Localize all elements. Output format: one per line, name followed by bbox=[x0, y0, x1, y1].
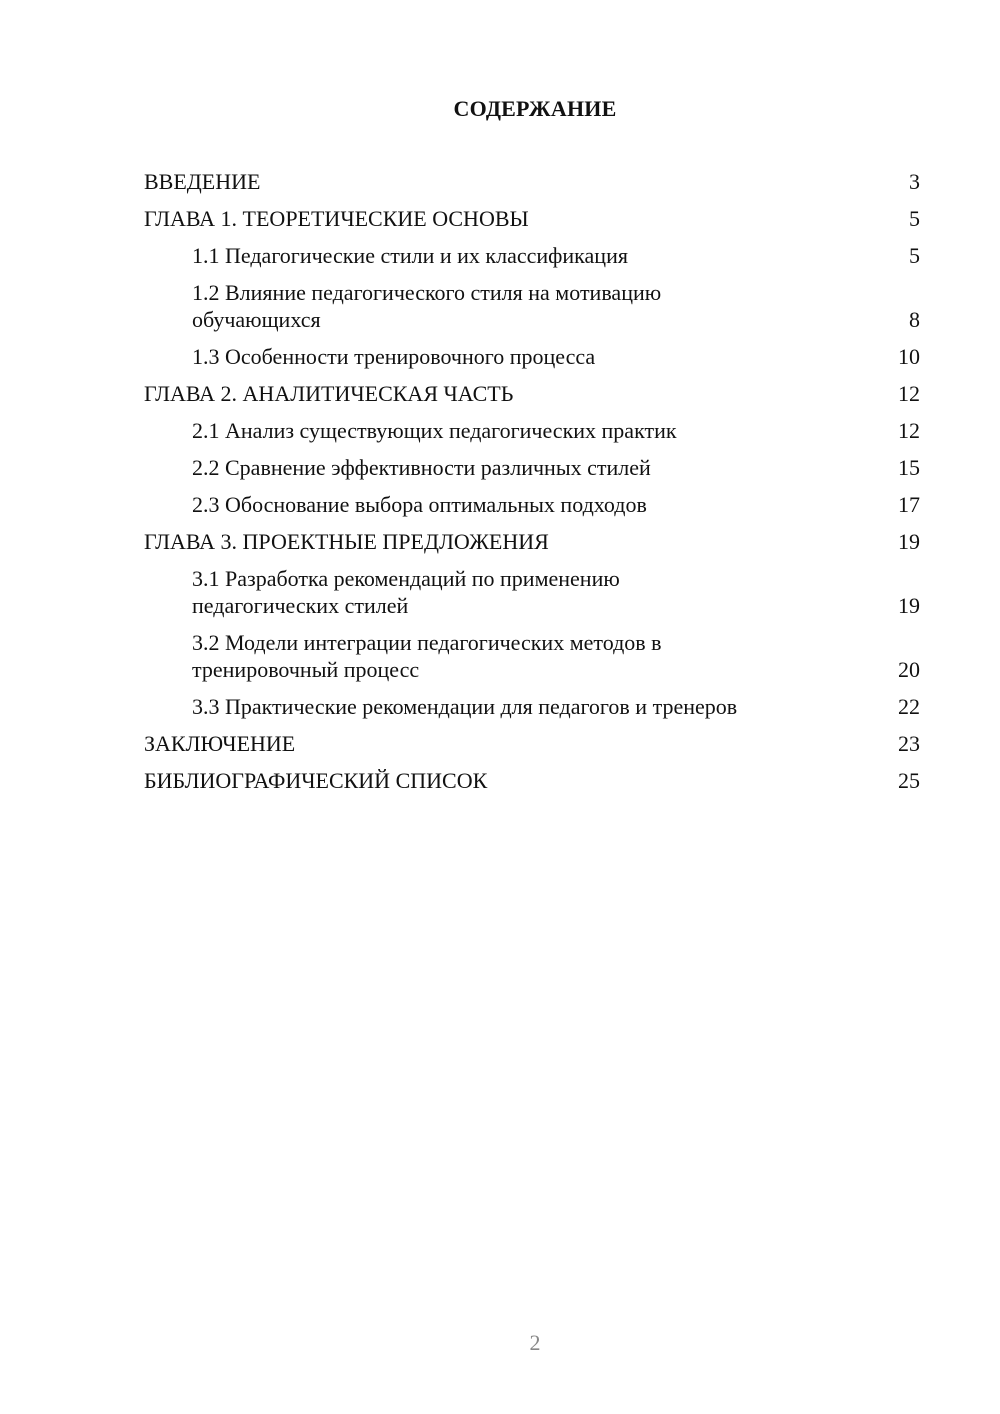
toc-entry-label: ГЛАВА 2. АНАЛИТИЧЕСКАЯ ЧАСТЬ bbox=[144, 381, 514, 406]
toc-entry-conclusion[interactable] bbox=[144, 730, 920, 757]
toc-entry-section-1-2[interactable] bbox=[144, 279, 920, 333]
toc-entry-section-3-2[interactable] bbox=[144, 629, 920, 683]
page-number: 2 bbox=[529, 1330, 541, 1355]
toc-entry-label: 2.1 Анализ существующих педагогических практик bbox=[192, 418, 677, 443]
toc-entry-label: 1.1 Педагогические стили и их классификация bbox=[192, 243, 628, 268]
toc-entry-label: 2.2 Сравнение эффективности различных стилей bbox=[192, 455, 651, 480]
toc-entry-label: ВВЕДЕНИЕ bbox=[144, 169, 261, 194]
toc-entry-page: 25 bbox=[898, 768, 920, 793]
toc-entry-page: 15 bbox=[898, 455, 920, 480]
toc-entry-section-2-1[interactable] bbox=[144, 417, 920, 444]
toc-entry-page: 20 bbox=[898, 657, 920, 682]
toc-entry-page: 5 bbox=[909, 206, 920, 231]
toc-entry-section-2-2[interactable] bbox=[144, 454, 920, 481]
toc-entry-label: ГЛАВА 1. ТЕОРЕТИЧЕСКИЕ ОСНОВЫ bbox=[144, 206, 529, 231]
toc-entry-chapter-2[interactable] bbox=[144, 380, 920, 407]
toc-entry-bibliography[interactable] bbox=[144, 767, 920, 794]
toc-entry-page: 17 bbox=[898, 492, 920, 517]
toc-entry-page: 23 bbox=[898, 731, 920, 756]
toc-title: СОДЕРЖАНИЕ bbox=[453, 96, 617, 121]
toc-entry-page: 3 bbox=[909, 169, 920, 194]
toc-entry-section-1-3[interactable] bbox=[144, 343, 920, 370]
toc-entry-introduction[interactable] bbox=[144, 168, 920, 195]
toc-entry-chapter-1[interactable] bbox=[144, 205, 920, 232]
toc-entry-page: 12 bbox=[898, 381, 920, 406]
toc-entry-label: ЗАКЛЮЧЕНИЕ bbox=[144, 731, 296, 756]
toc-entry-section-3-3[interactable] bbox=[144, 693, 920, 720]
toc-entry-page: 10 bbox=[898, 344, 920, 369]
toc-entry-label: 1.3 Особенности тренировочного процесса bbox=[192, 344, 596, 369]
toc-entry-label: 3.3 Практические рекомендации для педагогов и тренеров bbox=[192, 694, 738, 719]
toc-entry-page: 5 bbox=[909, 243, 920, 268]
toc-entry-section-1-1[interactable] bbox=[144, 242, 920, 269]
table-of-contents bbox=[144, 168, 920, 804]
toc-entry-label: 2.3 Обоснование выбора оптимальных подходов bbox=[192, 492, 647, 517]
toc-entry-section-2-3[interactable] bbox=[144, 491, 920, 518]
toc-entry-section-3-1[interactable] bbox=[144, 565, 920, 619]
toc-entry-page: 19 bbox=[898, 529, 920, 554]
toc-entry-label: 3.2 Модели интеграции педагогических методов в тренировочный процесс bbox=[192, 630, 662, 682]
toc-entry-chapter-3[interactable] bbox=[144, 528, 920, 555]
toc-entry-label: 3.1 Разработка рекомендаций по применению педагогических стилей bbox=[192, 566, 620, 618]
toc-entry-label: ГЛАВА 3. ПРОЕКТНЫЕ ПРЕДЛОЖЕНИЯ bbox=[144, 529, 549, 554]
toc-entry-page: 19 bbox=[898, 593, 920, 618]
toc-entry-label: 1.2 Влияние педагогического стиля на мотивацию обучающихся bbox=[192, 280, 662, 332]
toc-entry-page: 8 bbox=[909, 307, 920, 332]
toc-entry-page: 12 bbox=[898, 418, 920, 443]
toc-entry-page: 22 bbox=[898, 694, 920, 719]
toc-entry-label: БИБЛИОГРАФИЧЕСКИЙ СПИСОК bbox=[144, 768, 488, 793]
